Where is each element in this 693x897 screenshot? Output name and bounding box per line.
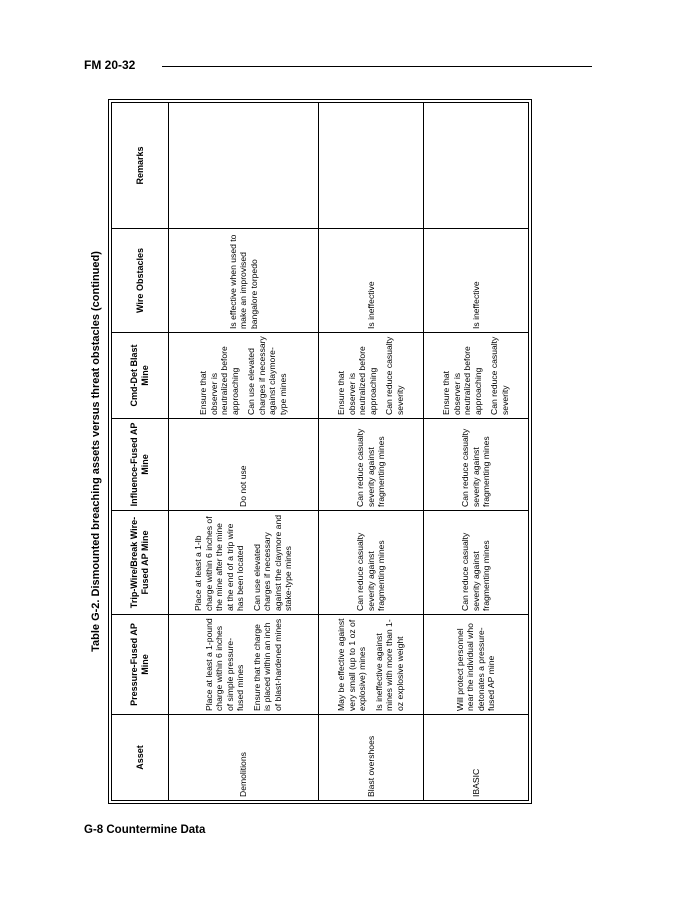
pressure-fused-cell xyxy=(318,615,423,715)
cmd-det-cell xyxy=(169,333,319,419)
asset-cell: IBASIC xyxy=(423,715,528,801)
table-row xyxy=(318,103,423,801)
pressure-fused-cell xyxy=(423,615,528,715)
remarks-cell xyxy=(423,103,528,229)
cell-paragraph: Can reduce casualty severity xyxy=(384,336,405,415)
header-pressure-fused: Pressure-Fused AP Mine xyxy=(112,615,169,715)
cell-paragraph: Ensure that observer is neutralized before approaching xyxy=(441,346,483,415)
cell-paragraph: Can reduce casualty severity against fragmenting mines xyxy=(355,532,387,611)
cell-paragraph: Ensure that observer is neutralized before approaching xyxy=(336,346,378,415)
asset-cell: Blast overshoes xyxy=(318,715,423,801)
cell-paragraph: Can reduce casualty severity against fragmenting mines xyxy=(355,428,387,507)
remarks-cell xyxy=(318,103,423,229)
header-remarks: Remarks xyxy=(112,103,169,229)
wire-obstacles-cell xyxy=(169,229,319,333)
page-footer: G-8 Countermine Data xyxy=(84,824,206,836)
cell-paragraph: Do not use xyxy=(238,465,249,507)
header-influence-fused: Influence-Fused AP Mine xyxy=(112,419,169,511)
header-cmd-det: Cmd-Det Blast Mine xyxy=(112,333,169,419)
header-asset: Asset xyxy=(112,715,169,801)
breaching-assets-table xyxy=(111,102,529,801)
trip-wire-cell xyxy=(169,511,319,615)
header-wire-obstacles: Wire Obstacles xyxy=(112,229,169,333)
cell-paragraph: Can use elevated charges if necessary against the claymore and stake-type mines xyxy=(251,514,294,611)
cell-paragraph: Place at least a 1-lb charge within 6 inches of the mine after the mine at the end of a trip wire has been located xyxy=(193,516,246,611)
cell-paragraph: Can use elevated charges if necessary against claymore-type mines xyxy=(246,336,288,415)
table-frame xyxy=(108,99,532,804)
table-row xyxy=(423,103,528,801)
cell-paragraph: Place at least a 1-pound charge within 6 inches of simple pressure-fused mines xyxy=(203,618,246,711)
trip-wire-cell xyxy=(423,511,528,615)
cell-paragraph: Is ineffective xyxy=(365,281,376,329)
table-row xyxy=(169,103,319,801)
header-rule xyxy=(162,66,592,67)
rotated-table-area xyxy=(84,99,532,804)
wire-obstacles-cell xyxy=(318,229,423,333)
cell-paragraph: Can reduce casualty severity against fragmenting mines xyxy=(460,428,492,507)
asset-cell: Demolitions xyxy=(169,715,319,801)
cell-paragraph: Ensure that the charge is placed within an inch of blast-hardened mines xyxy=(251,618,283,711)
header-trip-wire: Trip-Wire/Break Wire-Fused AP Mine xyxy=(112,511,169,615)
influence-fused-cell xyxy=(423,419,528,511)
cell-paragraph: Is ineffective xyxy=(470,281,481,329)
cmd-det-cell xyxy=(318,333,423,419)
cell-paragraph: May be effective against very small (up to 1 oz of explosive) mines xyxy=(336,618,368,711)
table-title: Table G-2. Dismounted breaching assets versus threat obstacles (continued) xyxy=(90,251,102,652)
cmd-det-cell xyxy=(423,333,528,419)
influence-fused-cell xyxy=(318,419,423,511)
remarks-cell xyxy=(169,103,319,229)
cell-paragraph: Is ineffective against mines with more than 1-oz explosive weight xyxy=(373,619,405,711)
cell-paragraph: Can reduce casualty severity against fragmenting mines xyxy=(460,532,492,611)
cell-paragraph: Ensure that observer is neutralized before approaching xyxy=(198,346,240,415)
trip-wire-cell xyxy=(318,511,423,615)
page-header-code: FM 20-32 xyxy=(84,58,136,72)
cell-paragraph: Can reduce casualty severity xyxy=(489,336,510,415)
cell-paragraph: Is effective when used to make an improvised bangalore torpedo xyxy=(227,234,259,329)
table-header-row xyxy=(112,103,169,801)
cell-paragraph: Will protect personnel near the individual who detonates a pressure-fused AP mine xyxy=(454,623,497,711)
wire-obstacles-cell xyxy=(423,229,528,333)
influence-fused-cell xyxy=(169,419,319,511)
rotated-table-content xyxy=(84,99,532,804)
pressure-fused-cell xyxy=(169,615,319,715)
